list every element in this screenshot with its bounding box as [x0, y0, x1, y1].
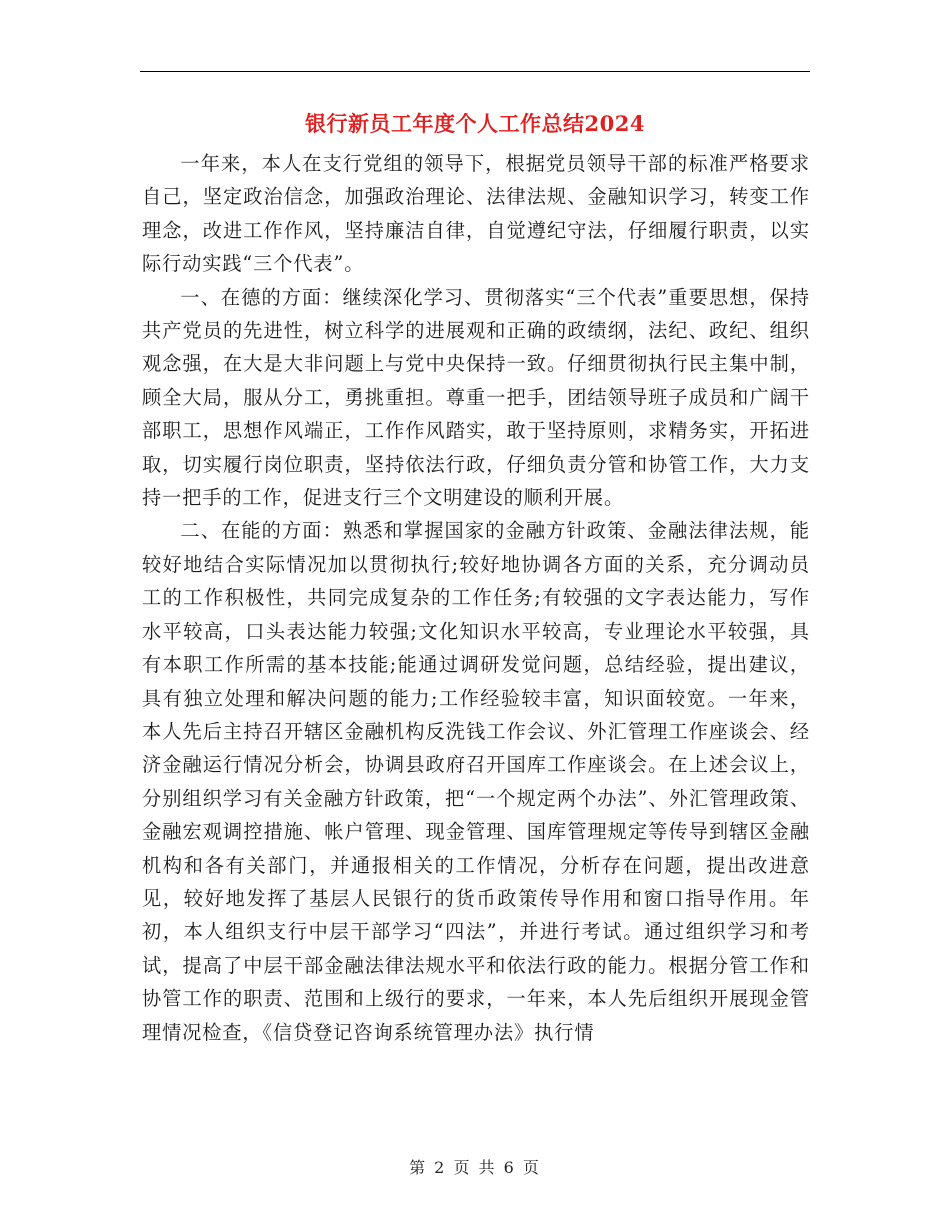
paragraph-morality: 一、在德的方面：继续深化学习、贯彻落实“三个代表”重要思想，保持共产党员的先进性，树立科学的进展观和正确的政绩纲，法纪、政纪、组织观念强，在大是大非问题上与党中央保持一致。仔细贯彻执行民主集中制，顾全大局，服从分工，勇挑重担。尊重一把手，团结领导班子成员和广阔干部职工，思想作风端正，工作作风踏实，敢于坚持原则，求精务实，开拓进取，切实履行岗位职责，坚持依法行政，仔细负责分管和协管工作，大力支持一把手的工作，促进支行三个文明建设的顺利开展。: [142, 285, 810, 510]
paragraph-intro: 一年来，本人在支行党组的领导下，根据党员领导干部的标准严格要求自己，坚定政治信念，加强政治理论、法律法规、金融知识学习，转变工作理念，改进工作作风，坚持廉洁自律，自觉遵纪守法，仔细履行职责，以实际行动实践“三个代表”。: [142, 152, 810, 276]
page-number-footer: 第 2 页 共 6 页: [409, 1158, 541, 1177]
header-rule: [140, 71, 810, 72]
document-body: [142, 147, 810, 1049]
document-title: 银行新员工年度个人工作总结2024: [305, 111, 645, 136]
paragraph-ability: 二、在能的方面：熟悉和掌握国家的金融方针政策、金融法律法规，能较好地结合实际情况加以贯彻执行;较好地协调各方面的关系，充分调动员工的工作积极性，共同完成复杂的工作任务;有较强的文字表达能力，写作水平较高，口头表达能力较强;文化知识水平较高，专业理论水平较强，具有本职工作所需的基本技能;能通过调研发觉问题，总结经验，提出建议，具有独立处理和解决问题的能力;工作经验较丰富，知识面较宽。一年来，本人先后主持召开辖区金融机构反洗钱工作会议、外汇管理工作座谈会、经济金融运行情况分析会，协调县政府召开国库工作座谈会。在上述会议上，分别组织学习有关金融方针政策，把“一个规定两个办法”、外汇管理政策、金融宏观调控措施、帐户管理、现金管理、国库管理规定等传导到辖区金融机构和各有关部门，并通报相关的工作情况，分析存在问题，提出改进意见，较好地发挥了基层人民银行的货币政策传导作用和窗口指导作用。年初，本人组织支行中层干部学习“四法”，并进行考试。通过组织学习和考试，提高了中层干部金融法律法规水平和依法行政的能力。根据分管工作和协管工作的职责、范围和上级行的要求，一年来，本人先后组织开展现金管理情况检查，《信贷登记咨询系统管理办法》执行情: [142, 519, 810, 1044]
